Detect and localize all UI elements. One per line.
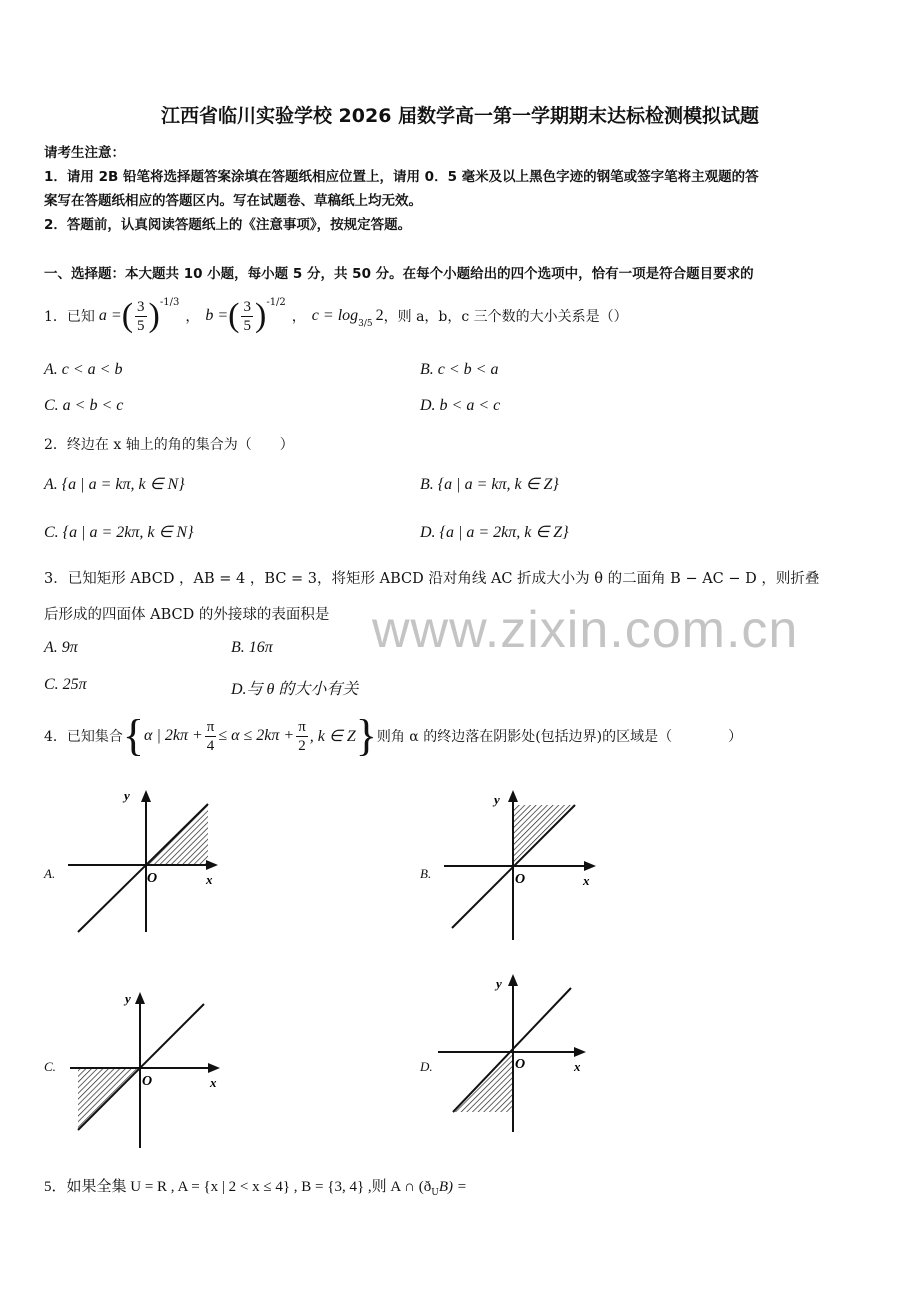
svg-text:O: O (147, 871, 158, 886)
q1-number: 1．已知 (44, 309, 95, 325)
y-arrow-icon (141, 790, 151, 802)
q1-option-c[interactable]: C. a < b < c (44, 397, 124, 414)
q4-frac-pi-4: $\frac{\pi}{4}$ (206, 718, 215, 754)
terminal-line-a (78, 804, 208, 932)
notice-line-1b: 案写在答题纸相应的答题区内。写在试题卷、草稿纸上均无效。 (44, 193, 422, 209)
x-arrow-icon (574, 1047, 586, 1057)
svg-text:x: x (210, 1075, 217, 1090)
y-arrow-icon (508, 790, 518, 802)
q5-stem: 5．如果全集 U = R , A = {x | 2 < x ≤ 4} , B = {3, 4} ,则 A ∩ (ð (44, 1179, 432, 1195)
q4-graph-b[interactable] (444, 790, 596, 940)
q4-graph-a[interactable] (68, 788, 218, 932)
q4-frac-pi-2: $\frac{\pi}{2}$ (298, 718, 306, 754)
x-arrow-icon (206, 860, 218, 870)
svg-text:O: O (515, 1057, 526, 1072)
question-2-stem: 2．终边在 x 轴上的角的集合为（ ） (44, 437, 294, 453)
section-heading: 一、选择题：本大题共 10 小题，每小题 5 分，共 50 分。在每个小题给出的四个选项中，恰有一项是符合题目要求的 (44, 266, 754, 282)
q1-option-d[interactable]: D. b < a < c (420, 397, 501, 414)
q2-option-a[interactable]: A. {a | a = kπ, k ∈ N} (44, 476, 185, 493)
svg-text:y: y (494, 792, 500, 807)
question-5-stem (44, 1175, 467, 1196)
q2-option-d[interactable]: D. {a | a = 2kπ, k ∈ Z} (420, 524, 569, 541)
q2-option-b[interactable]: B. {a | a = kπ, k ∈ Z} (420, 476, 559, 493)
svg-text:x: x (206, 872, 213, 887)
q3-option-b[interactable]: B. 16π (231, 639, 273, 656)
svg-text:y: y (496, 976, 502, 991)
svg-text:O: O (142, 1074, 153, 1089)
q4-graph-c[interactable] (70, 991, 220, 1148)
q1-b-lhs: b = (205, 307, 229, 324)
q1-a-lhs: a = (98, 307, 122, 324)
x-arrow-icon (208, 1063, 220, 1073)
notice-heading: 请考生注意： (44, 145, 125, 161)
q1-a-fraction: $\frac{3}{5}$ (137, 298, 145, 334)
question-3-line-1: 3．已知矩形 ABCD ，AB = 4 ，BC = 3，将矩形 ABCD 沿对角线 AC 折成大小为 θ 的二面角 B − AC − D ，则折叠 (44, 571, 820, 587)
svg-text:y: y (124, 788, 130, 803)
q1-a-paren: ( (121, 297, 134, 334)
svg-text:y: y (125, 991, 131, 1006)
q1-c-arg: 2 (375, 307, 384, 324)
q1-a-exponent: -1/3 (159, 296, 180, 308)
q4-option-d-label[interactable]: D. (420, 1059, 433, 1074)
q4-option-c-label[interactable]: C. (44, 1059, 56, 1074)
q1-b-exponent: -1/2 (266, 296, 286, 308)
q3-option-a[interactable]: A. 9π (44, 639, 78, 656)
q2-option-c[interactable]: C. {a | a = 2kπ, k ∈ N} (44, 524, 194, 541)
q1-c-base: 3/5 (358, 319, 373, 329)
q1-option-a[interactable]: A. c < a < b (44, 361, 123, 378)
svg-text:O: O (515, 872, 526, 887)
q1-option-b[interactable]: B. c < b < a (420, 361, 499, 378)
q1-tail: ，则 a，b，c 三个数的大小关系是（） (383, 309, 628, 325)
question-1-stem: 1．已知 a = ( $\frac{3}{5}$ ) -1/3 ， b = ( $\frac{3}{5}$ ) -1/2 ， c = log 3/5 2 ，则 a，b，c 三个数的大小关系是（） (44, 296, 628, 334)
q3-option-c[interactable]: C. 25π (44, 676, 87, 693)
q4-tail: 则角 α 的终边落在阴影处(包括边界)的区域是（ ） (376, 729, 743, 745)
x-arrow-icon (584, 861, 596, 871)
y-arrow-icon (135, 992, 145, 1004)
q4-set-end: , k ∈ Z (309, 728, 356, 745)
question-4-stem: 4．已知集合 { α | 2kπ + $\frac{\pi}{4}$ ≤ α ≤ 2kπ + $\frac{\pi}{2}$ , k ∈ Z } 则角 α 的终边落在阴影处(包括边界)的区域是（ ） (44, 711, 743, 760)
q4-option-a-label[interactable]: A. (44, 866, 56, 881)
watermark: www.zixin.com.cn (372, 601, 799, 659)
q5-subscript: U (431, 1188, 439, 1198)
q4-graph-d[interactable] (438, 974, 586, 1132)
q4-number: 4．已知集合 (44, 729, 123, 745)
q1-c-expr: c = log (311, 307, 359, 324)
q3-option-d[interactable]: D.与 θ 的大小有关 (231, 681, 359, 698)
q1-a-paren-close: ) (148, 297, 160, 334)
y-arrow-icon (508, 974, 518, 986)
question-3-line-2: 后形成的四面体 ABCD 的外接球的表面积是 (44, 607, 330, 623)
notice-line-2: 2．答题前，认真阅读答题纸上的《注意事项》，按规定答题。 (44, 217, 412, 233)
q4-set-a: α | 2kπ + (144, 727, 203, 744)
svg-text:x: x (583, 873, 590, 888)
page-title: 江西省临川实验学校 2026 届数学高一第一学期期末达标检测模拟试题 (160, 105, 760, 127)
svg-text:x: x (574, 1059, 581, 1074)
q4-set-mid: ≤ α ≤ 2kπ + (218, 727, 295, 744)
q1-b-fraction: $\frac{3}{5}$ (243, 298, 251, 334)
notice-line-1a: 1．请用 2B 铅笔将选择题答案涂填在答题纸相应位置上，请用 0．5 毫米及以上黑色字迹的钢笔或签字笔将主观题的答 (44, 169, 759, 185)
q5-end: B) = (438, 1179, 467, 1195)
q4-option-b-label[interactable]: B. (420, 866, 432, 881)
